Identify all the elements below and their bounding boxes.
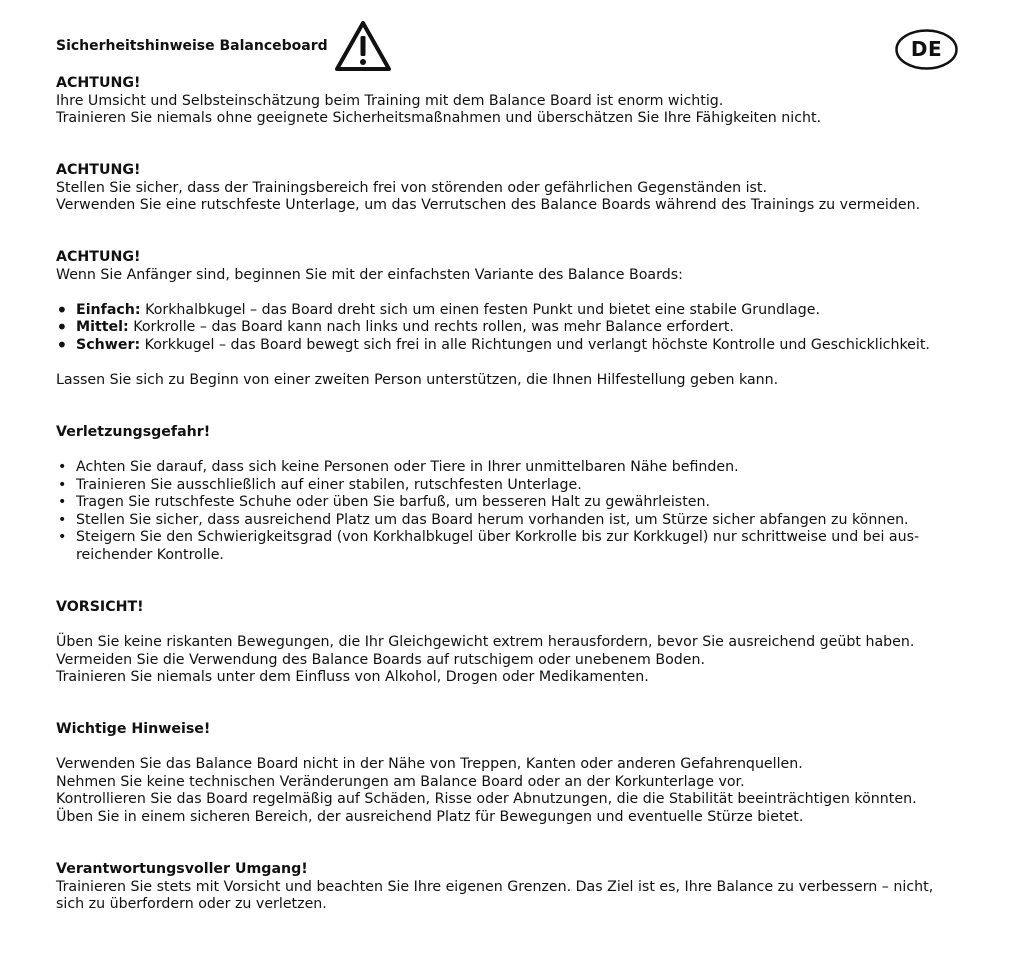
section-achtung-2 [56, 162, 986, 215]
list-item: • Trainieren Sie ausschließlich auf einer stabilen, rutschfesten Unterlage. [56, 477, 986, 495]
list-item: • Stellen Sie sicher, dass ausreichend Platz um das Board herum vorhanden ist, um Stürze sicher abfangen zu können. [56, 512, 986, 530]
document-title: Sicherheitshinweise Balanceboard [56, 38, 328, 54]
language-badge [895, 29, 958, 70]
section-heading: ACHTUNG! [56, 162, 141, 178]
paragraph-line: Trainieren Sie niemals ohne geeignete Sicherheitsmaßnahmen und überschätzen Sie Ihre Fähigkeiten nicht. [56, 110, 822, 126]
paragraph-line: sich zu überfordern oder zu verletzen. [56, 896, 327, 912]
paragraph-line: Vermeiden Sie die Verwendung des Balance Boards auf rutschigem oder unebenem Boden. [56, 651, 706, 668]
paragraph-line: Üben Sie keine riskanten Bewegungen, die Ihr Gleichgewicht extrem herausfordern, bevor Sie ausreichend geübt haben. [56, 634, 915, 650]
section-heading: ACHTUNG! [56, 249, 141, 265]
level-text: Korkhalbkugel – das Board dreht sich um einen festen Punkt und bietet eine stabile Grundlage. [140, 301, 820, 318]
paragraph-line: Ihre Umsicht und Selbsteinschätzung beim Training mit dem Balance Board ist enorm wichtig. [56, 92, 724, 109]
level-label: Einfach: [76, 301, 141, 318]
list-item: • Tragen Sie rutschfeste Schuhe oder üben Sie barfuß, um besseren Halt zu gewährleisten. [56, 494, 986, 512]
list-item [56, 302, 986, 320]
paragraph-line: Verwenden Sie das Balance Board nicht in der Nähe von Treppen, Kanten oder anderen Gefahrenquellen. [56, 756, 803, 772]
section-verantwortungsvoller-umgang [56, 861, 986, 914]
list-item [56, 337, 986, 355]
section-vorsicht [56, 599, 986, 687]
list-item: • Achten Sie darauf, dass sich keine Personen oder Tiere in Ihrer unmittelbaren Nähe befinden. [56, 459, 986, 477]
section-wichtige-hinweise [56, 721, 986, 826]
level-label: Schwer: [76, 336, 141, 353]
paragraph-line: Trainieren Sie niemals unter dem Einfluss von Alkohol, Drogen oder Medikamenten. [56, 669, 649, 685]
difficulty-list [56, 302, 986, 355]
section-heading: Verantwortungsvoller Umgang! [56, 861, 308, 877]
paragraph-line: Lassen Sie sich zu Beginn von einer zweiten Person unterstützen, die Ihnen Hilfestellung geben kann. [56, 371, 779, 388]
injury-risk-list [56, 459, 986, 564]
list-item: • Steigern Sie den Schwierigkeitsgrad (von Korkhalbkugel über Korkrolle bis zur Korkkugel) nur schrittweise und bei aus-reichender Kontrolle. [56, 529, 986, 564]
section-heading: Wichtige Hinweise! [56, 721, 211, 737]
paragraph-line: Wenn Sie Anfänger sind, beginnen Sie mit der einfachsten Variante des Balance Boards: [56, 266, 683, 283]
paragraph-line: Verwenden Sie eine rutschfeste Unterlage, um das Verrutschen des Balance Boards während des Trainings zu vermeiden. [56, 197, 921, 213]
paragraph-line: Üben Sie in einem sicheren Bereich, der ausreichend Platz für Bewegungen und eventuelle Stürze bietet. [56, 808, 804, 825]
section-heading: VORSICHT! [56, 599, 144, 615]
paragraph-line: Stellen Sie sicher, dass der Trainingsbereich frei von störenden oder gefährlichen Gegenständen ist. [56, 179, 768, 196]
section-achtung-1 [56, 75, 986, 128]
paragraph-line: Nehmen Sie keine technischen Veränderungen am Balance Board oder an der Korkunterlage vor. [56, 773, 745, 790]
document-header [56, 18, 392, 74]
section-achtung-3 [56, 249, 986, 389]
paragraph-line: Kontrollieren Sie das Board regelmäßig auf Schäden, Risse oder Abnutzungen, die die Stabilität beeinträchtigen könnten. [56, 791, 917, 807]
section-heading: Verletzungsgefahr! [56, 424, 211, 440]
section-heading: ACHTUNG! [56, 75, 141, 91]
paragraph-line: Trainieren Sie stets mit Vorsicht und beachten Sie Ihre eigenen Grenzen. Das Ziel ist es, Ihre Balance zu verbessern – nicht, [56, 878, 934, 895]
level-text: Korkkugel – das Board bewegt sich frei in alle Richtungen und verlangt höchste Kontrolle und Geschicklichkeit. [140, 336, 930, 353]
section-verletzungsgefahr [56, 424, 986, 564]
warning-triangle-icon [334, 20, 392, 72]
list-item [56, 319, 986, 337]
level-label: Mittel: [76, 319, 129, 335]
level-text: Korkrolle – das Board kann nach links und rechts rollen, was mehr Balance erfordert. [128, 319, 734, 335]
language-code: DE [910, 37, 943, 61]
